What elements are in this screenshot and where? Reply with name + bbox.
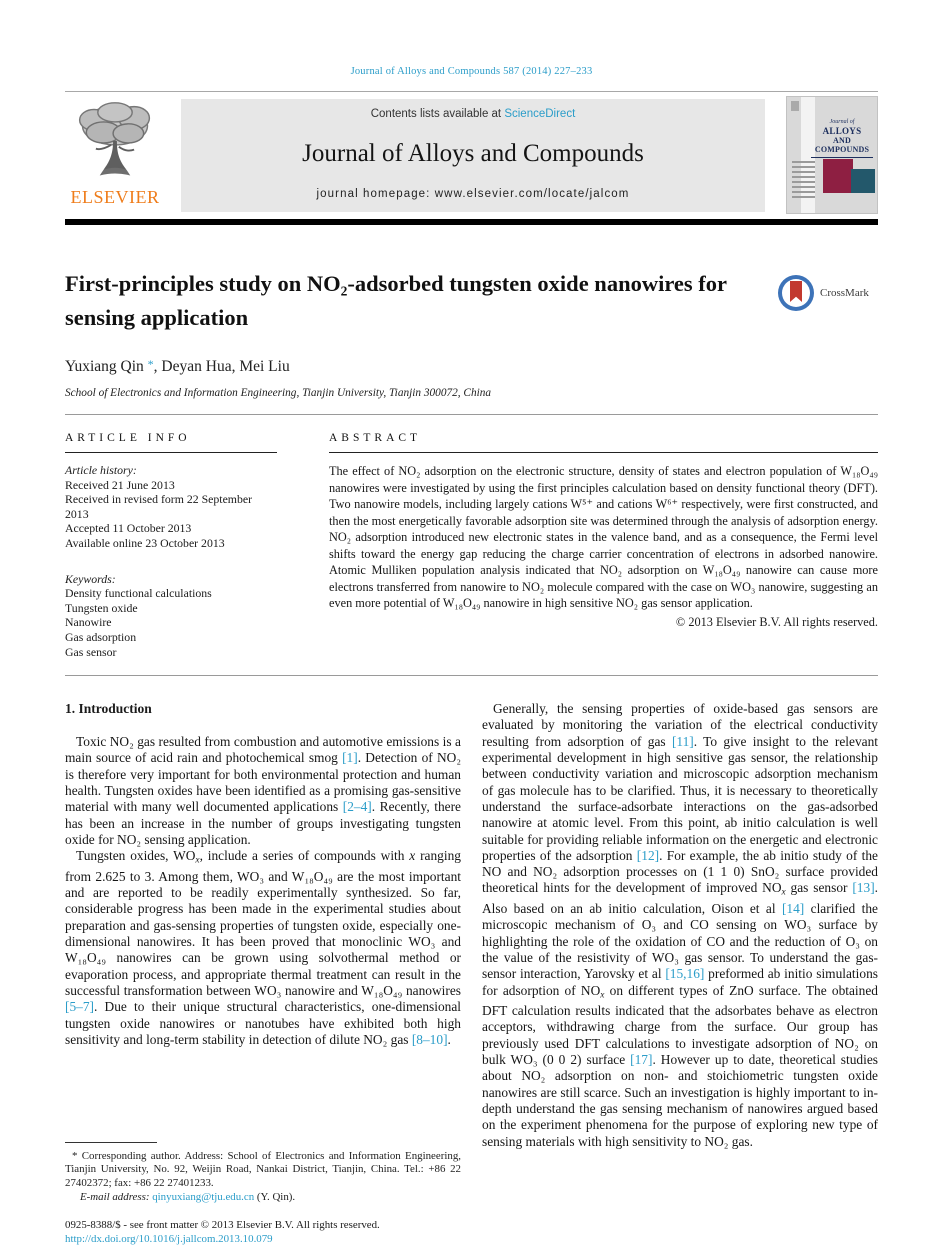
footnote-block [65,1132,461,1246]
crossmark-icon [778,275,814,311]
cover-publisher-mark [791,101,799,111]
journal-cover-thumbnail[interactable] [786,96,878,214]
cover-title-prefix: Journal of [829,119,855,125]
intro-paragraph-2: Tungsten oxides, WOx, include a series of compounds with x ranging from 2.625 to 3. Among them, WO₃ and W₁₈O₄₉ are the most important and are reported to be readily experimentally synthesized. So far, considerable progress has been made in the experimental studies about preparation and gas-sensing properties of tungsten oxide, especially one-dimensional nanowires. It has been proved that monoclinic WO₃ and W₁₈O₄₉ nanowires can be grown using solvothermal method or evaporation process, and appropriate thermal treatment can result in the successful transformation between WO₃ nanowire and W₁₈O₄₉ nanowires [5–7]. Due to their unique structural characteristics, one-dimensional tungsten oxide nanowires or nanotubes have exhibited both high sensitivity and long-term stability in detection of dilute NO₂ gas [8–10]. [65,848,461,1047]
keyword: Gas adsorption [65,629,137,644]
issn-copyright-line: 0925-8388/$ - see front matter © 2013 Elsevier B.V. All rights reserved. [65,1219,380,1232]
inline-link[interactable]: [12] [636,847,660,863]
keywords-label: Keywords: [65,571,116,586]
inline-link[interactable]: [14] [781,901,805,917]
abstract-text: The effect of NO₂ adsorption on the electronic structure, density of states and electron population of W₁₈O₄₉ nanowires were investigated by using the first principles calculation based on density functional theory (DFT). Two nanowire models, including largely cations W⁵⁺ and cations W⁶⁺ respectively, were first constructed, and then the most energetically favorable adsorption site was determined through the analysis of adsorption energy. NO₂ adsorption introduced new electronic states in the valence band, and as a consequence, the Fermi level shifts toward the energy gap reducing the charge carrier concentration of electrons in adsorbed nanowire. Atomic Mulliken population analysis indicated that NO₂ adsorption on W₁₈O₄₉ nanowire can cause more electrons transferred from nanowire to NO₂ molecule compared with the case on WO₃ nanowire, suggesting an even more potential of W₁₈O₄₉ nanowire in high sensitive NO₂ gas sensor application. [329,464,878,610]
journal-banner [65,99,878,214]
journal-citation-link[interactable]: Journal of Alloys and Compounds 587 (2014) 227–233 [350,66,593,77]
keyword: Density functional calculations [65,586,212,601]
inline-link[interactable]: [13] [852,880,875,896]
journal-masthead [181,99,765,212]
footnote-rule [65,1142,157,1143]
affiliation: School of Electronics and Information Engineering, Tianjin University, Tianjin 300072, China [65,387,492,399]
paper-title: First-principles study on NO₂-adsorbed tungsten oxide nanowires for sensing application [65,271,727,330]
contents-list-line: Contents lists available at ScienceDirect [370,108,576,120]
doi-link[interactable]: http://dx.doi.org/10.1016/j.jallcom.2013.10.079 [65,1232,273,1245]
body-right-column [482,701,878,1246]
cover-title-line2: AND COMPOUNDS [814,136,870,155]
history-item: Available online 23 October 2013 [65,535,225,550]
cover-teal-square [851,169,875,193]
abstract-heading: ABSTRACT [329,432,422,444]
inline-link[interactable]: qinyuxiang@tju.edu.cn [152,1190,255,1203]
journal-homepage-link[interactable]: journal homepage: www.elsevier.com/locate/jalcom [316,188,630,200]
keyword: Tungsten oxide [65,600,138,615]
elsevier-tree-icon [67,99,163,185]
header-divider [65,91,878,92]
email-line: E-mail address: qinyuxiang@tju.edu.cn (Y. Qin). [80,1190,296,1203]
body-left-column [65,701,461,1246]
article-info-column [65,432,277,659]
copyright-line: © 2013 Elsevier B.V. All rights reserved. [675,614,878,629]
inline-link[interactable]: [1] [342,750,358,766]
cover-title-rule [811,157,873,158]
article-info-heading: ARTICLE INFO [65,432,191,444]
crossmark-badge[interactable] [778,271,878,315]
elsevier-logo[interactable] [65,99,165,214]
history-item: Received 21 June 2013 [65,477,175,492]
article-info-rule [65,452,277,453]
history-item: Accepted 11 October 2013 [65,521,192,536]
cover-title-line1: ALLOYS [822,125,862,136]
corresponding-author-note: * Corresponding author. Address: School of Electronics and Information Engineering, Tianjin University, No. 92, Weijin Road, Nankai District, Tianjin, China. Tel.: +86 22 27402372; fax: +86 22 27401233. [65,1149,461,1189]
info-top-rule [65,414,878,415]
masthead-bottom-bar [65,219,878,225]
intro-paragraph-3: Generally, the sensing properties of oxide-based gas sensors are evaluated by monitoring the variation of the electrical conductivity resulting from adsorption of gas [11]. To give insight to the relevant experimental development in high sensitive gas sensor, the relationship between conductivity variation and microscopic adsorption mechanism of gas molecule has to be clarified. Thus, it is necessary to theoretically understand the surface-adsorbate interactions on the gas-adsorbed nanowire at atomic level. From this point, ab initio calculation is well suitable for providing reliable information on the energetic and electronic properties of the adsorption [12]. For example, the ab initio study of the NO and NO₂ adsorption processes on (1 1 0) SnO₂ surface provided theoretical hints for the development of improved NOx gas sensor [13]. Also based on an ab initio calculation, Oison et al [14] clarified the microscopic mechanism of O₃ and CO sensing on WO₃ surface by highlighting the role of the oxidation of CO and the reduction of O₃ on the value of the resistivity of WO₃ gas sensor. To understand the gas-sensor interaction, Yarovsky et al [15,16] preformed ab initio simulations for adsorption of NOx on different types of ZnO surface. The obtained DFT calculation results indicated that the adsorbates behave as electron acceptors, withdrawing charge from the surface. Our group has previously used DFT calculations to investigate adsorption of NO₂ on bulk WO₃ (0 0 2) surface [17]. However up to date, theoretical studies about NO₂ adsorption on non- and stoichiometric tungsten oxide nanowires are still scarce. Such an investigation is highly important to in-depth understand the gas sensing mechanism of nanowires argued based on the experiment phenomena for the purpose of exploring new type of sensing materials with high sensitivity to NO₂ gas. [482,701,879,1149]
history-label: Article history: [65,463,137,477]
cover-title-block [807,119,877,158]
keyword: Nanowire [65,615,112,630]
inline-link[interactable]: [2–4] [342,799,372,815]
history-item: Received in revised form 22 September 2013 [65,492,253,521]
crossmark-label: CrossMark [820,287,869,299]
abstract-rule [329,452,878,453]
inline-link[interactable]: [11] [671,733,694,749]
cover-maroon-square [823,159,853,193]
abstract-column [329,432,878,659]
author-list: Yuxiang Qin *, Deyan Hua, Mei Liu [65,357,290,375]
section-heading-introduction: 1. Introduction [65,701,152,717]
article-history [65,463,277,551]
inline-link[interactable]: [15,16] [665,966,705,982]
inline-link[interactable]: [5–7] [65,999,95,1015]
cover-editor-lines [792,161,818,201]
keywords-block [65,572,277,660]
inline-link[interactable]: [17] [630,1052,653,1068]
inline-link[interactable]: [8–10] [411,1031,448,1047]
elsevier-wordmark: ELSEVIER [70,187,160,207]
body-top-rule [65,675,878,676]
keyword: Gas sensor [65,644,117,659]
journal-title: Journal of Alloys and Compounds [302,140,644,167]
inline-link[interactable]: ScienceDirect [504,108,576,120]
intro-paragraph-1: Toxic NO₂ gas resulted from combustion and automotive emissions is a main source of acid rain and photochemical smog [1]. Detection of NO₂ is therefore very important for both environmental protection and human health. Tungsten oxides have been identified as a promising gas-sensitive material with many well documented applications [2–4]. Recently, there has been an increase in the number of groups investigating tungsten oxide for NO₂ sensing application. [65,734,461,847]
